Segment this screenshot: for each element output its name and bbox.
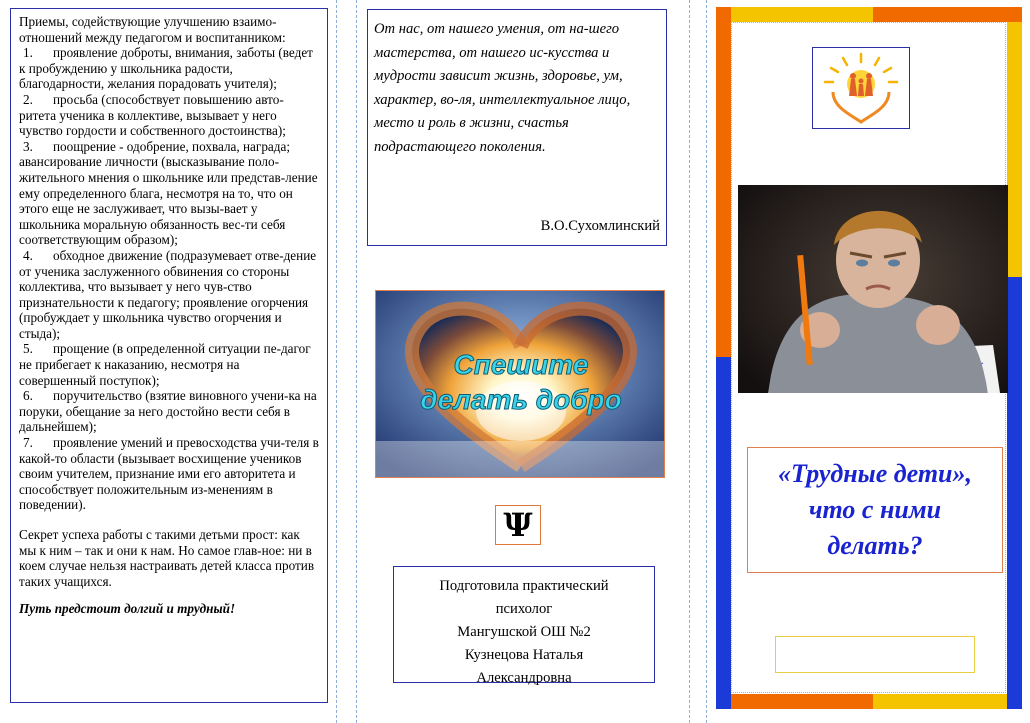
quote-author: В.О.Сухомлинский — [540, 218, 660, 235]
frame-bottom-orange — [731, 694, 873, 709]
image-caption-line1: Спешите — [453, 349, 589, 380]
image-caption-line2: делать добро — [420, 384, 622, 415]
sun-family-heart-icon — [813, 48, 909, 128]
frame-top-orange — [873, 7, 1022, 22]
frame-right-yellow — [1007, 22, 1022, 277]
list-item: 2. просьба (способствует повышению авто-ритета ученика в коллективе, вызывает у него чувство гордости и собственного достоинства); — [19, 91, 286, 139]
list-item: 4. обходное движение (подразумевает отве-дение от ученика заслуженного обвинения со стороны коллектива, что вызывает у него чув-ство признательности к педагогу; проявление огорчения (пробуждает у школьника чувство огорчения и стыда); — [19, 247, 317, 341]
author-line: Кузнецова Наталья — [464, 647, 584, 663]
author-box — [393, 566, 655, 686]
final-statement: Путь предстоит долгий и трудный! — [19, 601, 236, 617]
list-item: 1. проявление доброты, внимания, заботы (ведет к пробуждению у школьника радости, благодарности, желания порадовать учителя); — [19, 45, 313, 92]
title-line: делать? — [827, 531, 923, 560]
title-line: что с ними — [808, 495, 942, 524]
secret-text: Секрет успеха работы с такими детьми прост: как мы к ним – так и они к нам. Но самое глав-ное: ни в коем случае нельзя настраивать детей класса против таких учащихся. — [19, 527, 315, 589]
frame-bottom-yellow — [873, 694, 1007, 709]
methods-text-box — [10, 8, 328, 703]
author-line: Подготовила практический — [439, 578, 609, 594]
frame-right-blue — [1007, 277, 1022, 709]
frame-left-blue — [716, 357, 731, 709]
author-line: Александровна — [476, 670, 572, 686]
title-line: «Трудные дети», — [777, 459, 973, 488]
author-line: психолог — [495, 601, 553, 617]
intro-text: Приемы, содействующие улучшению взаимо-отношений между педагогом и воспитанником: — [19, 14, 286, 45]
methods-list — [19, 45, 319, 513]
list-item: 7. проявление умений и превосходства учи-теля в какой-то области (вызывает восхищение учеников своим учителем, признание ими его авторитета и способствует положительным из-менениям в поведении). — [19, 435, 319, 513]
frame-left-orange — [716, 7, 731, 357]
list-item: 6. поручительство (взятие виновного учени-ка на поруки, обещание за него достойно вести себя в дальнейшем); — [19, 388, 317, 435]
child-drawing-illustration — [738, 185, 1008, 393]
author-line: Мангушской ОШ №2 — [457, 624, 591, 640]
logo — [812, 47, 910, 129]
frame-top-yellow — [716, 7, 873, 22]
list-item: 3. поощрение - одобрение, похвала, награда; авансирование личности (высказывание поло-жительного мнения о школьнике или представ-ление ему определенного блага, несмотря на то, что он этого еще не заслуживает, что вызы-вает у школьника моральную обязанность вес-ти себя соответствующим образом); — [19, 138, 318, 248]
quote-text: От нас, от нашего умения, от на-шего мастерства, от нашего ис-кусства и мудрости зависит жизнь, здоровье, ум, характер, во-ля, интеллектуальное лицо, место и роль в жизни, счастья подрастающего поколения. — [374, 21, 631, 155]
brochure-title — [747, 447, 1003, 573]
list-item: 5. прощение (в определенной ситуации пе-дагог не прибегает к наказанию, несмотря на совершенный поступок); — [19, 341, 311, 388]
hurry-do-good-image — [375, 290, 665, 478]
heart-hands-illustration — [376, 291, 665, 478]
psi-symbol: Ψ — [495, 505, 541, 545]
quote-box — [367, 9, 667, 246]
angry-child-photo — [738, 185, 1008, 393]
empty-label-box — [775, 636, 975, 673]
